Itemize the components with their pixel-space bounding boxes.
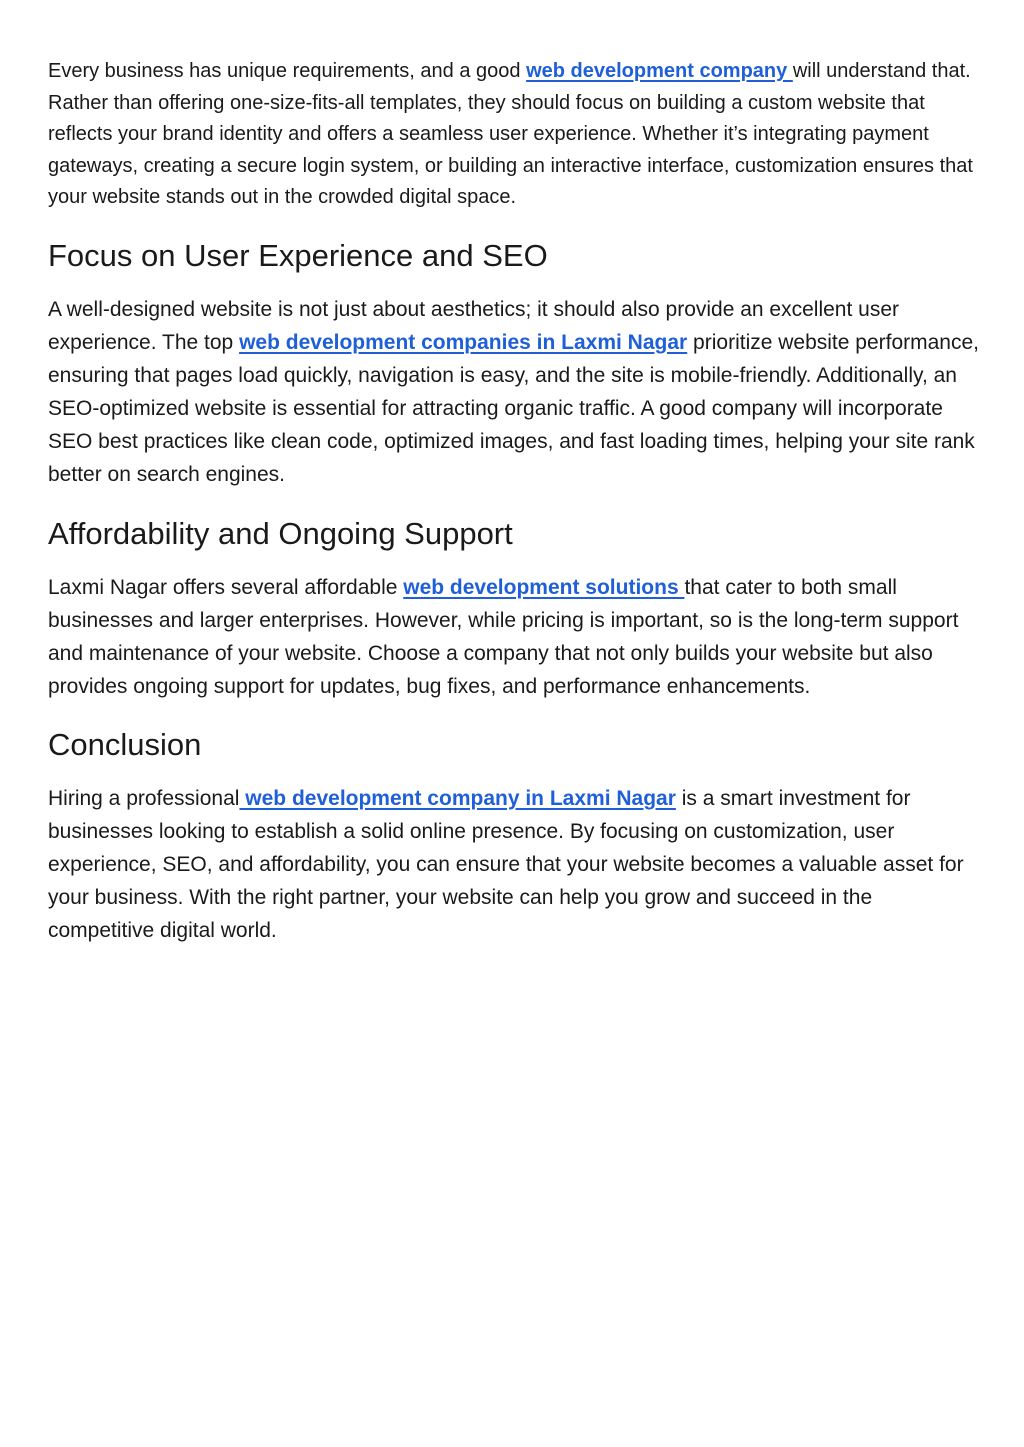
paragraph-text-before: Laxmi Nagar offers several affordable bbox=[48, 575, 404, 599]
paragraph-text-before: Hiring a professional bbox=[48, 786, 240, 810]
link-web-development-companies-laxmi-nagar[interactable]: web development companies in Laxmi Nagar bbox=[239, 330, 688, 354]
intro-paragraph bbox=[48, 56, 984, 214]
paragraph-text-after: prioritize website performance, ensuring that pages load quickly, navigation is easy, and the site is mobile-friendly. Additionally, an SEO-optimized website is essential for attracting organic traffic. A good company will incorporate SEO best practices like clean code, optimized images, and fast loading times, helping your site rank better on search engines. bbox=[48, 330, 980, 486]
paragraph-text-after: that cater to both small businesses and larger enterprises. However, while pricing is important, so is the long-term support and maintenance of your website. Choose a company that not only builds your website but also provides ongoing support for updates, bug fixes, and performance enhancements. bbox=[48, 575, 959, 698]
paragraph-affordability-support bbox=[48, 571, 984, 703]
heading-affordability-support: Affordability and Ongoing Support bbox=[48, 515, 513, 551]
intro-text-before: Every business has unique requirements, and a good bbox=[48, 60, 527, 82]
heading-user-experience-seo: Focus on User Experience and SEO bbox=[48, 237, 548, 273]
link-web-development-company-laxmi-nagar[interactable]: web development company in Laxmi Nagar bbox=[239, 786, 676, 810]
intro-text-after: will understand that. Rather than offering one-size-fits-all templates, they should focus on building a custom website that reflects your brand identity and offers a seamless user experience. Whether it’s integrating payment gateways, creating a secure login system, or building an interactive interface, customization ensures that your website stands out in the crowded digital space. bbox=[48, 60, 973, 208]
paragraph-text-after: is a smart investment for businesses looking to establish a solid online presence. By focusing on customization, user experience, SEO, and affordability, you can ensure that your website becomes a valuable asset for your business. With the right partner, your website can help you grow and succeed in the competitive digital world. bbox=[48, 786, 964, 942]
link-web-development-company[interactable]: web development company bbox=[526, 60, 793, 82]
paragraph-user-experience-seo bbox=[48, 293, 984, 491]
link-web-development-solutions[interactable]: web development solutions bbox=[403, 575, 685, 599]
paragraph-text-before: A well-designed website is not just about aesthetics; it should also provide an excellent user experience. The top bbox=[48, 297, 899, 354]
paragraph-conclusion bbox=[48, 782, 984, 947]
document-page bbox=[48, 56, 984, 947]
heading-conclusion: Conclusion bbox=[48, 726, 202, 762]
